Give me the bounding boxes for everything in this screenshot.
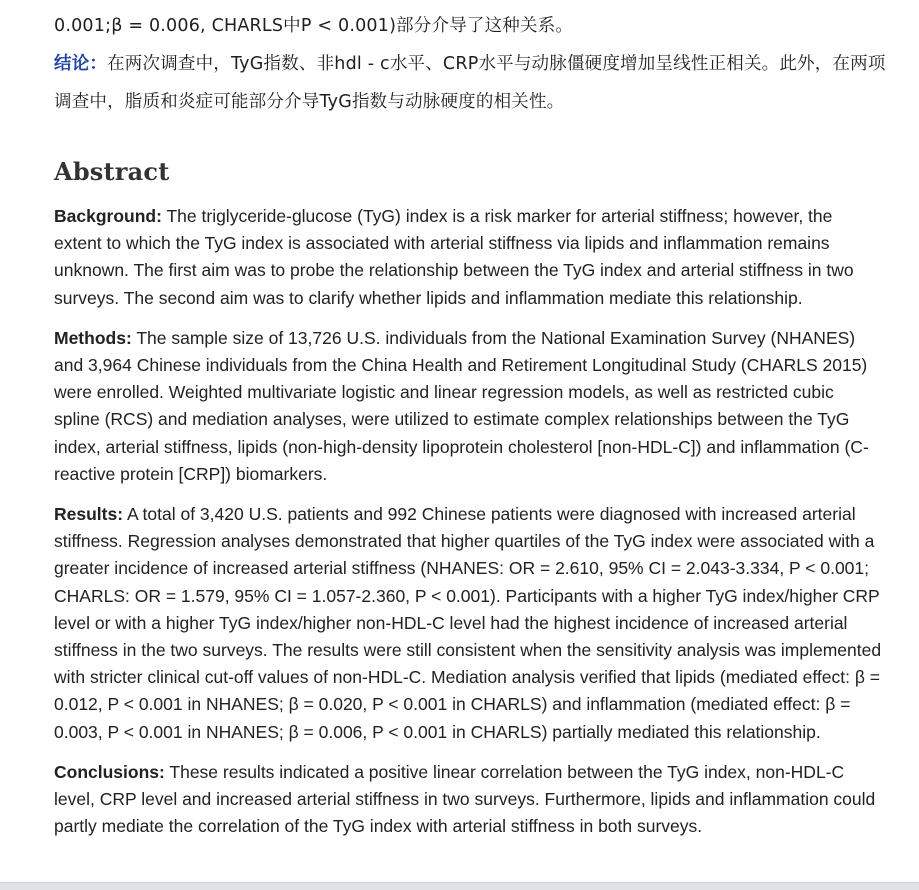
abstract-background (54, 203, 884, 312)
chinese-translation (54, 0, 894, 121)
chinese-conclusion-text: 在两次调查中，TyG指数、非hdl - c水平、CRP水平与动脉僵硬度增加呈线性正相关。此外，在两项调查中，脂质和炎症可能部分介导TyG指数与动脉硬度的相关性。 (54, 54, 886, 112)
chinese-conclusion (54, 45, 894, 121)
conclusions-text: These results indicated a positive linear correlation between the TyG index, non-HDL-C level, CRP level and increased arterial stiffness in two surveys. Furthermore, lipids and inflammation could partly mediate the correlation of the TyG index with arterial stiffness in both surveys. (54, 761, 876, 837)
chinese-conclusion-label: 结论： (54, 54, 108, 74)
results-label: Results: (54, 504, 124, 525)
abstract-conclusions (54, 759, 884, 841)
bottom-scroll-edge (0, 882, 919, 890)
conclusions-label: Conclusions: (54, 761, 165, 782)
methods-text: The sample size of 13,726 U.S. individuals from the National Examination Survey (NHANES) and 3,964 Chinese individuals from the China Health and Retirement Longitudinal Study (CHARLS 2015) were enrolled. Weighted multivariate logistic and linear regression models, as well as restricted cubic spline (RCS) and mediation analyses, were utilized to estimate complex relationships between the TyG index, arterial stiffness, lipids (non-high-density lipoprotein cholesterol [non-HDL-C]) and inflammation (C-reactive protein [CRP]) biomarkers. (54, 327, 869, 484)
abstract-heading: Abstract (54, 157, 170, 186)
results-text: A total of 3,420 U.S. patients and 992 Chinese patients were diagnosed with increased arterial stiffness. Regression analyses demonstrated that higher quartiles of the TyG index were associated with a greater incidence of increased arterial stiffness (NHANES: OR = 2.610, 95% CI = 2.043-3.334, P < 0.001; CHARLS: OR = 1.579, 95% CI = 1.057-2.360, P < 0.001). Participants with a higher TyG index/higher CRP level or with a higher TyG index/higher non-HDL-C level had the highest incidence of increased arterial stiffness in the two surveys. The results were still consistent when the sensitivity analysis was implemented with stricter clinical cut-off values of non-HDL-C. Mediation analysis verified that lipids (mediated effect: β = 0.012, P < 0.001 in NHANES; β = 0.020, P < 0.001 in CHARLS) and inflammation (mediated effect: β = 0.003, P < 0.001 in NHANES; β = 0.006, P < 0.001 in CHARLS) partially mediated this relationship. (54, 504, 882, 742)
background-label: Background: (54, 206, 162, 226)
abstract-methods (54, 325, 884, 488)
background-text: The triglyceride-glucose (TyG) index is a risk marker for arterial stiffness; however, the extent to which the TyG index is associated with arterial stiffness via lipids and inflammation remains unknown. The first aim was to probe the relationship between the TyG index and arterial stiffness in two surveys. The second aim was to clarify whether lipids and inflammation mediate this relationship. (54, 206, 854, 308)
abstract-results (54, 501, 884, 746)
methods-label: Methods: (54, 327, 132, 348)
abstract-body (54, 203, 884, 853)
chinese-results-tail: 0.001;β = 0.006, CHARLS中P < 0.001)部分介导了这种关系。 (54, 16, 574, 36)
